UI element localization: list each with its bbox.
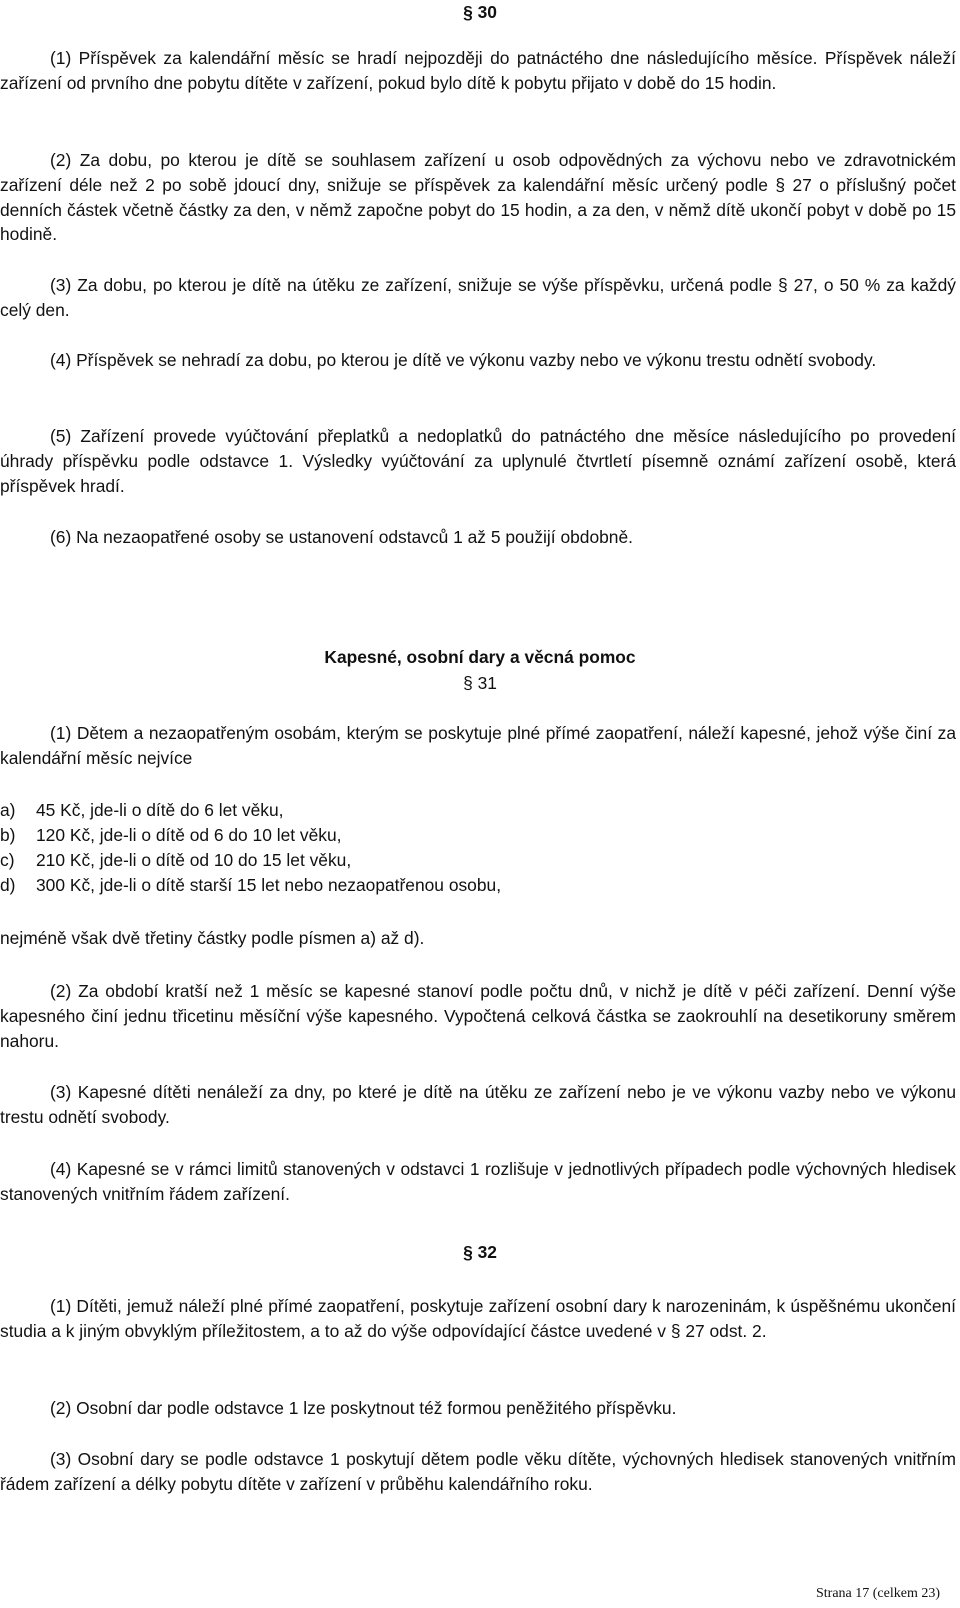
list-item-text: 120 Kč, jde-li o dítě od 6 do 10 let věku, [36,825,342,845]
section-30-paragraph-3: (3) Za dobu, po kterou je dítě na útěku ze zařízení, snižuje se výše příspěvku, určená podle § 27, o 50 % za každý celý den. [0,275,956,320]
section-31-paragraph-4: (4) Kapesné se v rámci limitů stanovených v odstavci 1 rozlišuje v jednotlivých případech podle výchovných hledisek stanovených vnitřním řádem zařízení. [0,1159,956,1204]
section-31-paragraph-1: (1) Dětem a nezaopatřeným osobám, kterým se poskytuje plné přímé zaopatření, náleží kapesné, jehož výše činí za kalendářní měsíc nejvíce [0,723,956,768]
allowance-list [0,798,956,898]
section-number: 31 [477,673,497,693]
list-item [0,848,956,873]
section-31-after-list: nejméně však dvě třetiny částky podle písmen a) až d). [0,928,425,948]
list-item-label: b) [0,825,16,845]
section-32-heading [0,1240,960,1265]
page-footer: Strana 17 (celkem 23) [815,1586,940,1601]
list-item-label: c) [0,850,15,870]
section-32-paragraph-3: (3) Osobní dary se podle odstavce 1 poskytují dětem podle věku dítěte, výchovných hledisek stanovených vnitřním řádem zařízení a délky pobytu dítěte v zařízení v průběhu kalendářního roku. [0,1449,956,1494]
section-31-paragraph-2: (2) Za období kratší než 1 měsíc se kapesné stanoví podle počtu dnů, v nichž je dítě v péči zařízení. Denní výše kapesného činí jednu třicetinu měsíční výše kapesného. Vypočtená celková částka se zaokrouhlí na desetikoruny směrem nahoru. [0,981,956,1051]
section-30-heading [0,0,960,25]
chapter-heading: Kapesné, osobní dary a věcná pomoc [324,647,636,667]
list-item [0,823,956,848]
section-symbol: § [463,2,473,22]
list-item-text: 300 Kč, jde-li o dítě starší 15 let nebo nezaopatřenou osobu, [36,875,502,895]
section-31-paragraph-3: (3) Kapesné dítěti nenáleží za dny, po které je dítě na útěku ze zařízení nebo je ve výkonu vazby nebo ve výkonu trestu odnětí svobody. [0,1082,956,1127]
section-number: 32 [477,1242,497,1262]
section-32-paragraph-1: (1) Dítěti, jemuž náleží plné přímé zaopatření, poskytuje zařízení osobní dary k narozeninám, k úspěšnému ukončení studia a k jiným obvyklým příležitostem, a to až do výše odpovídající částce uvedené v § 27 odst. 2. [0,1296,956,1341]
section-number: 30 [477,2,497,22]
section-30-paragraph-2: (2) Za dobu, po kterou je dítě se souhlasem zařízení u osob odpovědných za výchovu nebo ve zdravotnickém zařízení déle než 2 po sobě jdoucí dny, snižuje se příspěvek za kalendářní měsíc určený podle § 27 o příslušný počet denních částek včetně částky za den, v němž započne pobyt do 15 hodin, a za den, v němž dítě ukončí pobyt v době po 15 hodině. [0,150,956,245]
section-symbol: § [463,1242,473,1262]
section-32-paragraph-2: (2) Osobní dar podle odstavce 1 lze poskytnout též formou peněžitého příspěvku. [50,1398,677,1418]
list-item-text: 210 Kč, jde-li o dítě od 10 do 15 let věku, [36,850,352,870]
section-30-paragraph-1: (1) Příspěvek za kalendářní měsíc se hradí nejpozději do patnáctého dne následujícího měsíce. Příspěvek náleží zařízení od prvního dne pobytu dítěte v zařízení, pokud bylo dítě k pobytu přijato v době do 15 hodin. [0,48,956,93]
list-item-text: 45 Kč, jde-li o dítě do 6 let věku, [36,800,284,820]
section-30-paragraph-6: (6) Na nezaopatřené osoby se ustanovení odstavců 1 až 5 použijí obdobně. [50,527,633,547]
section-31-heading [0,671,960,696]
list-item [0,873,956,898]
list-item-label: d) [0,875,16,895]
list-item [0,798,956,823]
section-30-paragraph-4: (4) Příspěvek se nehradí za dobu, po kterou je dítě ve výkonu vazby nebo ve výkonu trestu odnětí svobody. [50,350,877,370]
list-item-label: a) [0,800,16,820]
section-30-paragraph-5: (5) Zařízení provede vyúčtování přeplatků a nedoplatků do patnáctého dne měsíce následujícího po provedení úhrady příspěvku podle odstavce 1. Výsledky vyúčtování za uplynulé čtvrtletí písemně oznámí zařízení osobě, která příspěvek hradí. [0,426,956,496]
section-symbol: § [463,673,473,693]
